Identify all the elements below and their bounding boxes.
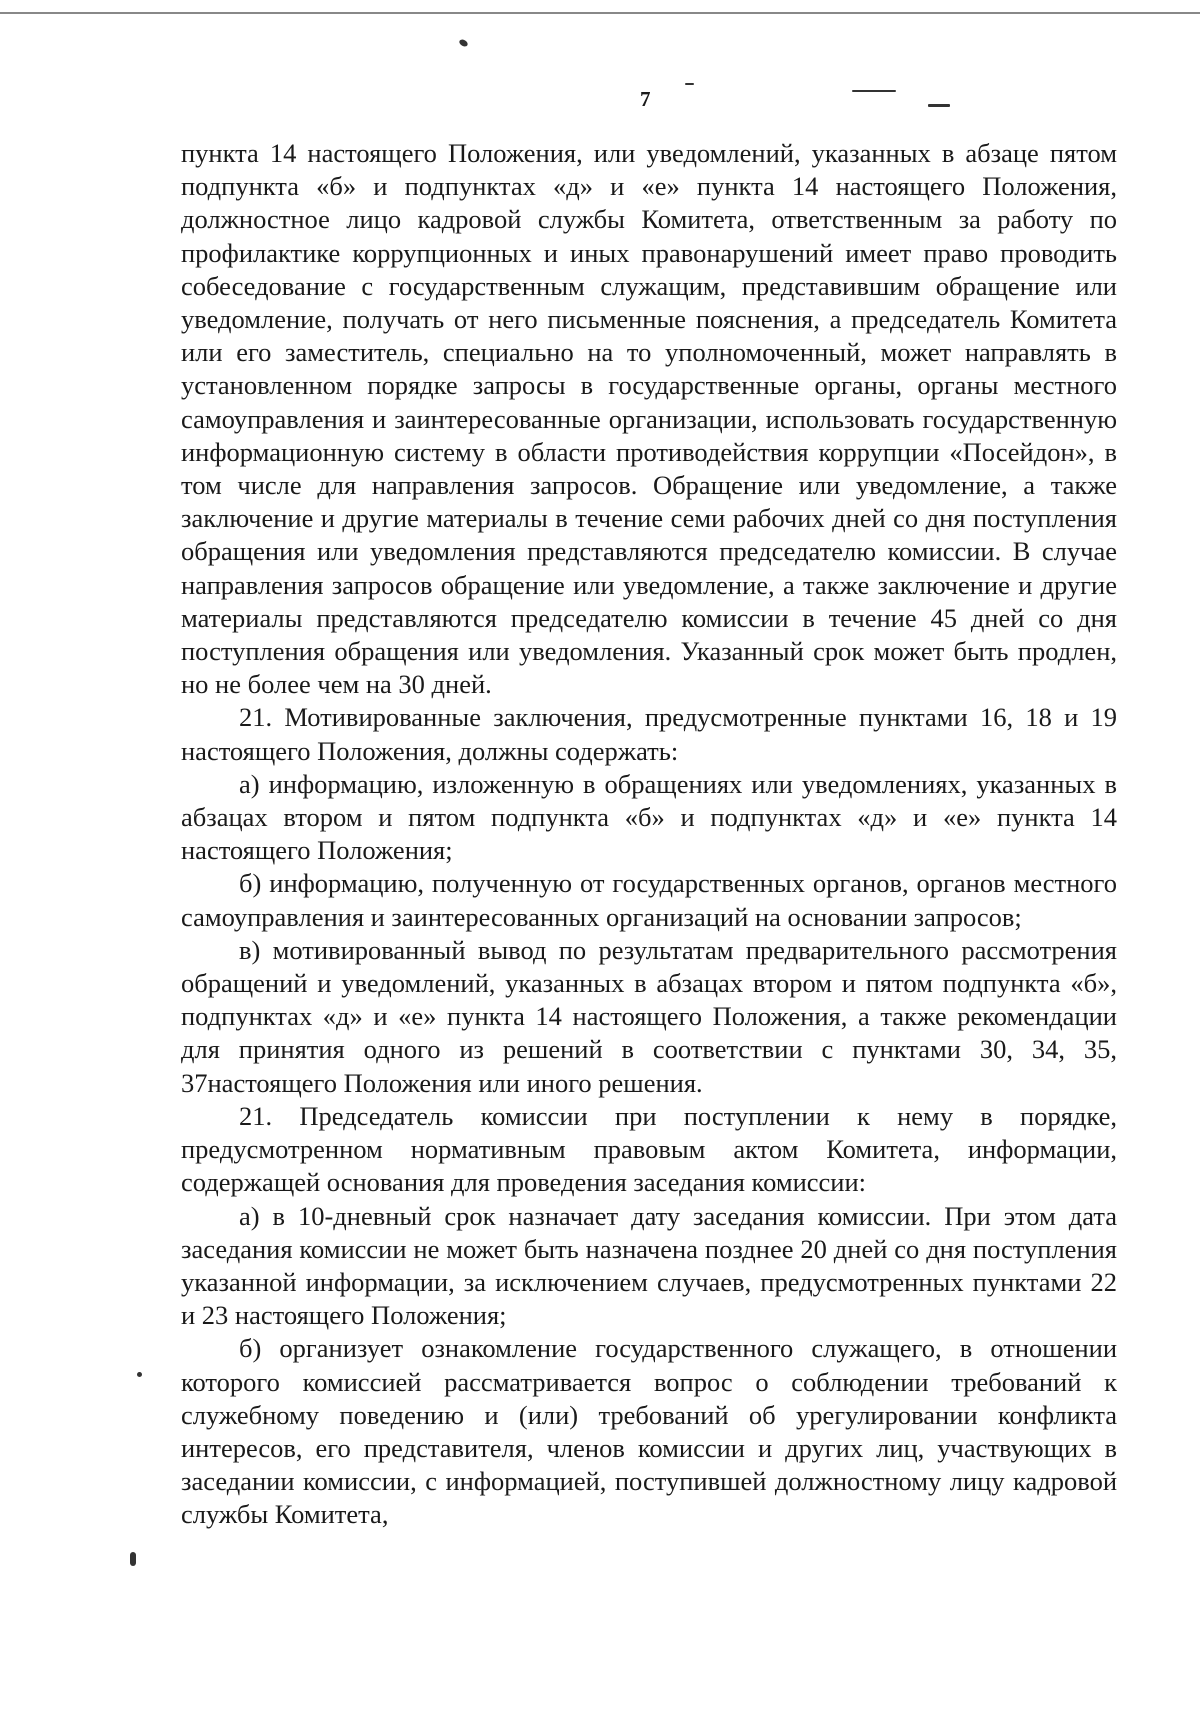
paragraph-subitem-v: в) мотивированный вывод по результатам предварительного рассмотрения обращений и уведомлений, указанных в абзацах втором и пятом подпункта «б», подпунктах «д» и «е» пункта 14 настоящего Положения, а также рекомендации для принятия одного из решений в соответствии с пунктами 30, 34, 35, 37настоящего Положения или иного решения. [181, 934, 1117, 1098]
scan-speck [685, 83, 694, 85]
paragraph-item-21-conclusions: 21. Мотивированные заключения, предусмотренные пунктами 16, 18 и 19 настоящего Положения, должны содержать: [181, 702, 1117, 766]
paragraph-subitem-a-date: а) в 10-дневный срок назначает дату заседания комиссии. При этом дата заседания комиссии не может быть назначена позднее 20 дней со дня поступления указанной информации, за исключением случаев, предусмотренных пунктами 22 и 23 настоящего Положения; [181, 1200, 1117, 1331]
paragraph-item-21-chairman: 21. Председатель комиссии при поступлении к нему в порядке, предусмотренном нормативным правовым актом Комитета, информации, содержащей основания для проведения заседания комиссии: [181, 1100, 1117, 1198]
scan-speck [130, 1552, 136, 1566]
scan-edge-line [0, 12, 1200, 14]
scan-speck [137, 1372, 142, 1377]
scan-speck [852, 90, 896, 92]
scan-speck [458, 38, 469, 48]
paragraph-subitem-b: б) информацию, полученную от государственных органов, органов местного самоуправления и заинтересованных организаций на основании запросов; [181, 868, 1117, 932]
paragraph-subitem-a: а) информацию, изложенную в обращениях или уведомлениях, указанных в абзацах втором и пятом подпункта «б» и подпунктах «д» и «е» пункта 14 настоящего Положения; [181, 768, 1117, 866]
paragraph-continuation: пункта 14 настоящего Положения, или уведомлений, указанных в абзаце пятом подпункта «б» и подпунктах «д» и «е» пункта 14 настоящего Положения, должностное лицо кадровой службы Комитета, ответственным за работу по профилактике коррупционных и иных правонарушений имеет право проводить собеседование с государственным служащим, представившим обращение или уведомление, получать от него письменные пояснения, а председатель Комитета или его заместитель, специально на то уполномоченный, может направлять в установленном порядке запросы в государственные органы, органы местного самоуправления и заинтересованные организации, использовать государственную информационную систему в области противодействия коррупции «Посейдон», в том числе для направления запросов. Обращение или уведомление, а также заключение и другие материалы в течение семи рабочих дней со дня поступления обращения или уведомления представляются председателю комиссии. В случае направления запросов обращение или уведомление, а также заключение и другие материалы представляются председателю комиссии в течение 45 дней со дня поступления обращения или уведомления. Указанный срок может быть продлен, но не более чем на 30 дней. [181, 138, 1117, 700]
scan-speck [928, 104, 950, 107]
page-number: 7 [640, 87, 651, 111]
document-body [181, 137, 1117, 1532]
paragraph-subitem-b-familiarization: б) организует ознакомление государственного служащего, в отношении которого комиссией рассматривается вопрос о соблюдении требований к служебному поведению и (или) требований об урегулировании конфликта интересов, его представителя, членов комиссии и других лиц, участвующих в заседании комиссии, с информацией, поступившей должностному лицу кадровой службы Комитета, [181, 1333, 1117, 1530]
